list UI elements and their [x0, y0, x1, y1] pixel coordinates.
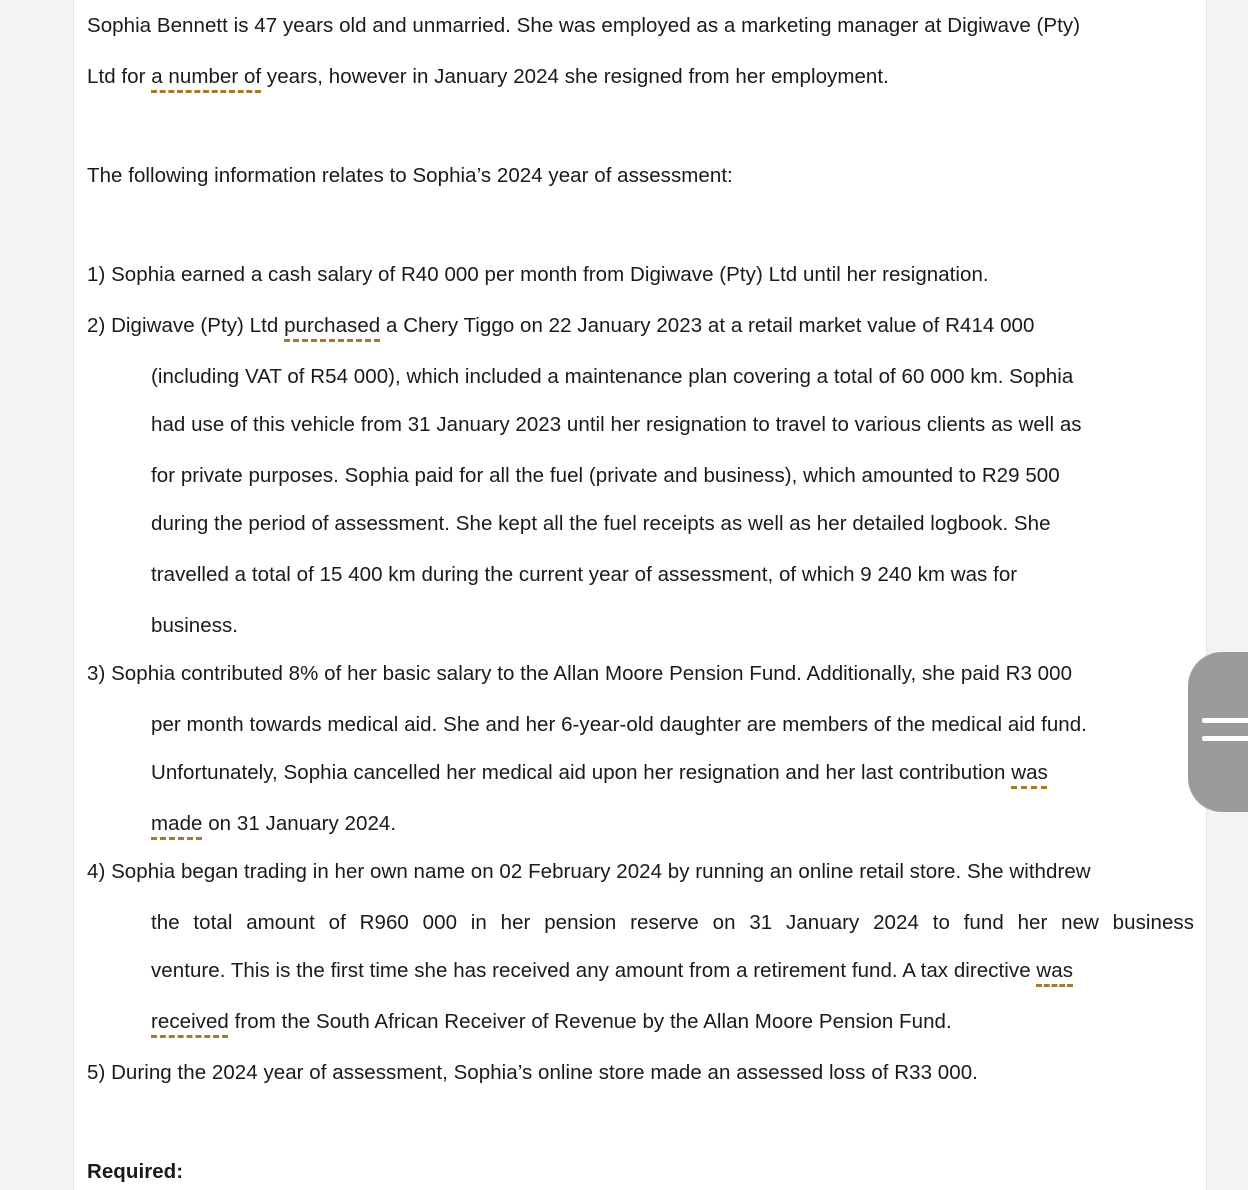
item-2-line-7: business.: [151, 614, 239, 637]
item-2-line-5: during the period of assessment. She kept all the fuel receipts as well as her detailed logbook. She: [151, 512, 1051, 535]
item-3-line-4: made on 31 January 2024.: [151, 812, 397, 835]
grip-line-icon: [1202, 718, 1248, 723]
item-2-line-3: had use of this vehicle from 31 January 2023 until her resignation to travel to various clients as well as: [151, 413, 1082, 436]
lead-paragraph: The following information relates to Sophia’s 2024 year of assessment:: [87, 164, 733, 187]
item-4-line-2: the total amount of R960 000 in her pension reserve on 31 January 2024 to fund her new business: [151, 911, 1194, 934]
grammar-flag[interactable]: received: [151, 1010, 229, 1033]
item-1: 1) Sophia earned a cash salary of R40 000 per month from Digiwave (Pty) Ltd until her resignation.: [87, 263, 989, 286]
item-3-line-2: per month towards medical aid. She and her 6-year-old daughter are members of the medical aid fund.: [151, 713, 1087, 736]
item-2-line-4: for private purposes. Sophia paid for all the fuel (private and business), which amounted to R29 500: [151, 464, 1060, 487]
grammar-flag[interactable]: was: [1011, 761, 1048, 784]
grammar-flag[interactable]: a number of: [151, 65, 262, 88]
item-5: 5) During the 2024 year of assessment, Sophia’s online store made an assessed loss of R33 000.: [87, 1061, 978, 1084]
grip-line-icon: [1202, 736, 1248, 741]
intro-line-1: Sophia Bennett is 47 years old and unmarried. She was employed as a marketing manager at Digiwave (Pty): [87, 14, 1081, 37]
grammar-flag[interactable]: was: [1036, 959, 1073, 982]
item-4-line-1: 4) Sophia began trading in her own name on 02 February 2024 by running an online retail store. She withdrew: [87, 860, 1091, 883]
item-3-line-3: Unfortunately, Sophia cancelled her medical aid upon her resignation and her last contribution was: [151, 761, 1048, 784]
item-2-line-1: 2) Digiwave (Pty) Ltd purchased a Chery Tiggo on 22 January 2023 at a retail market value of R414 000: [87, 314, 1035, 337]
grammar-flag[interactable]: made: [151, 812, 203, 835]
item-4-line-4: received from the South African Receiver of Revenue by the Allan Moore Pension Fund.: [151, 1010, 952, 1033]
item-2-line-6: travelled a total of 15 400 km during the current year of assessment, of which 9 240 km was for: [151, 563, 1018, 586]
item-4-line-3: venture. This is the first time she has received any amount from a retirement fund. A tax directive was: [151, 959, 1073, 982]
grammar-flag[interactable]: purchased: [284, 314, 381, 337]
item-2-line-2: (including VAT of R54 000), which included a maintenance plan covering a total of 60 000 km. Sophia: [151, 365, 1074, 388]
item-3-line-1: 3) Sophia contributed 8% of her basic salary to the Allan Moore Pension Fund. Additionally, she paid R3 000: [87, 662, 1073, 685]
side-panel-handle[interactable]: [1188, 652, 1248, 812]
required-heading: Required:: [87, 1160, 184, 1183]
intro-line-2: Ltd for a number of years, however in January 2024 she resigned from her employment.: [87, 65, 889, 88]
